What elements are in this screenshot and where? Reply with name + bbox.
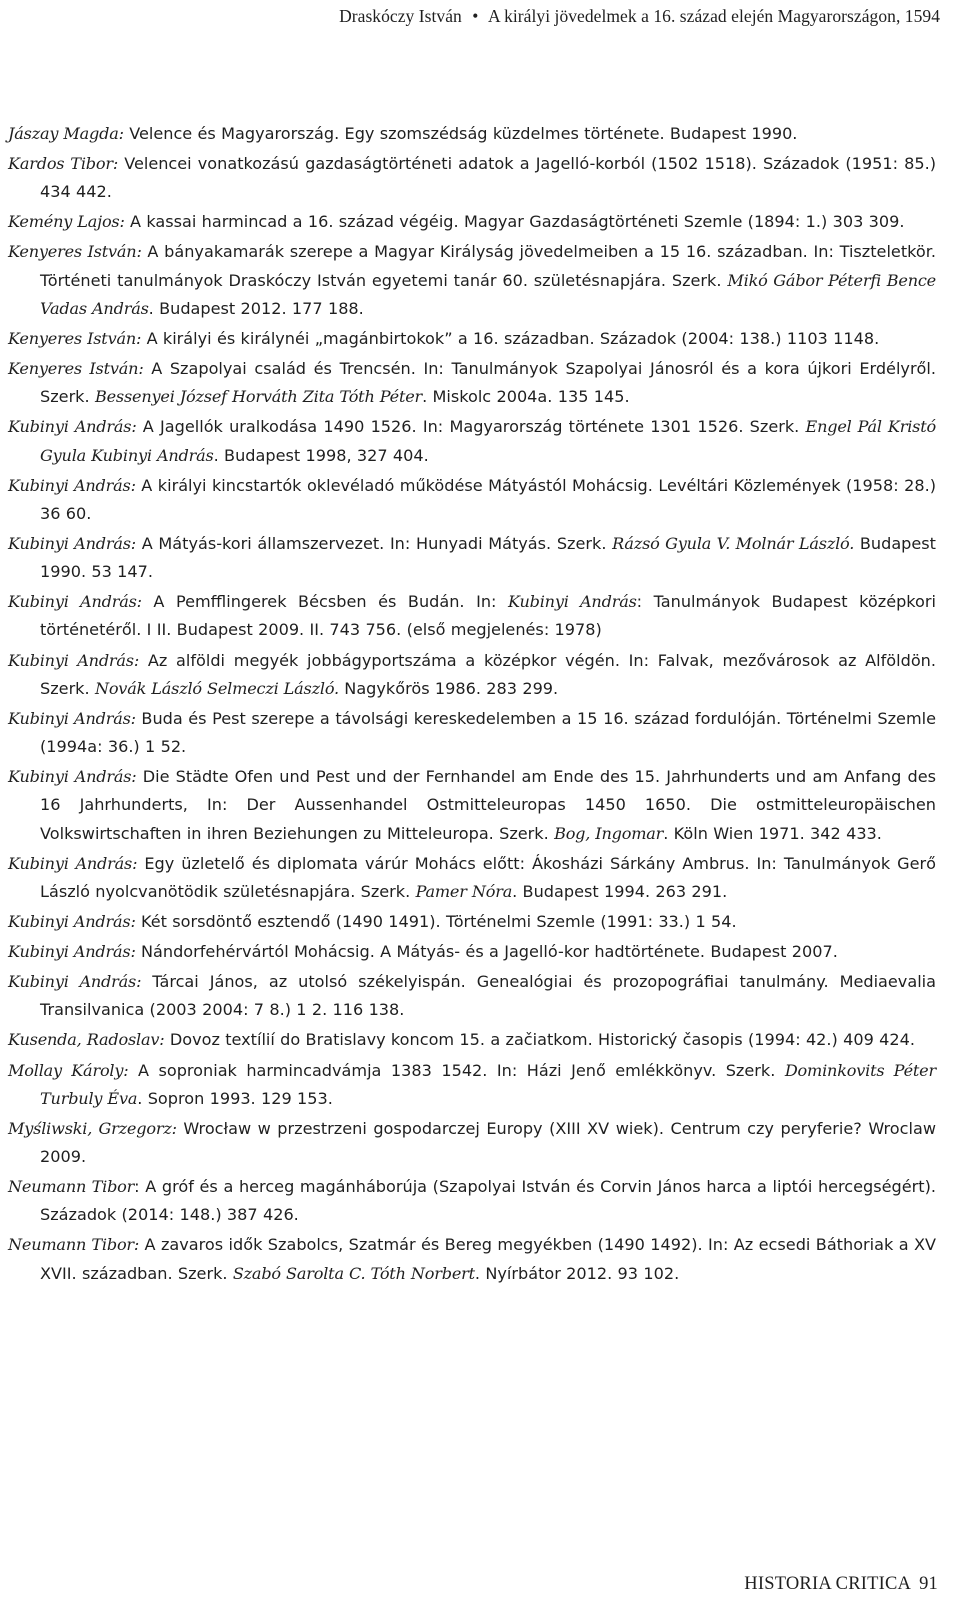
entry-editors: Novák László Selmeczi László. <box>94 678 339 698</box>
header-bullet: • <box>472 6 479 26</box>
bibliography-entry <box>8 150 936 206</box>
bibliography-entry <box>8 1173 936 1229</box>
entry-author: Kusenda, Radoslav: <box>8 1030 165 1050</box>
entry-text-tail: . Budapest 1998, 327 404. <box>213 445 429 465</box>
bibliography-entry <box>8 1026 936 1054</box>
bibliography-entry <box>8 1115 936 1171</box>
entry-text: Nándorfehérvártól Mohácsig. A Mátyás- és a Jagelló-kor hadtörténete. Budapest 2007. <box>135 942 838 962</box>
entry-author: Kardos Tibor: <box>8 154 119 174</box>
bibliography-entry <box>8 472 936 528</box>
entry-author: Kemény Lajos: <box>8 212 125 232</box>
entry-text: Az alföldi megyék jobbágyportszáma a középkor végén. In: Falvak, mezővárosok az Alföldön. Szerk. <box>40 650 936 698</box>
entry-author: Kubinyi András: <box>8 972 142 992</box>
bibliography-entry <box>8 413 936 469</box>
entry-text-tail: . Budapest 2012. 177 188. <box>148 298 364 318</box>
entry-author: Kenyeres István: <box>8 359 144 379</box>
entry-text-tail: . Budapest 1994. 263 291. <box>512 881 728 901</box>
entry-text: Dovoz textílií do Bratislavy koncom 15. a začiatkom. Historický časopis (1994: 42.) 409 424. <box>164 1030 915 1050</box>
bibliography-entry <box>8 325 936 353</box>
entry-author: Jászay Magda: <box>8 124 124 143</box>
entry-author: Kenyeres István: <box>8 328 142 348</box>
entry-text: A Szapolyai család és Trencsén. In: Tanulmányok Szapolyai Jánosról és a kora újkori Erdélyről. Szerk. <box>40 359 936 407</box>
entry-author: Kubinyi András: <box>8 533 137 553</box>
entry-text: : A gróf és a herceg magánháborúja (Szapolyai István és Corvin János harca a liptói hercegségért). Századok (2014: 148.) 387 426. <box>40 1177 936 1225</box>
entry-text: Die Städte Ofen und Pest und der Fernhandel am Ende des 15. Jahrhunderts und am Anfang des 16 Jahrhunderts, In: Der Aussenhandel Ostmitteleuropas 1450 1650. Die ostmitteleuropäischen Volkswirtschaften in ihren Beziehungen zu Mitteleuropa. Szerk. <box>40 767 936 843</box>
entry-text: Velencei vonatkozású gazdaságtörténeti adatok a Jagelló-korból (1502 1518). Századok (1951: 85.) 434 442. <box>40 154 936 202</box>
entry-text: A soproniak harmincadvámja 1383 1542. In: Házi Jenő emlékkönyv. Szerk. <box>128 1060 785 1080</box>
bibliography-entry <box>8 908 936 936</box>
bibliography-entry <box>8 120 936 148</box>
entry-author: Mollay Károly: <box>8 1060 129 1080</box>
entry-text-tail: . Köln Wien 1971. 342 433. <box>663 823 882 843</box>
entry-text: A kassai harmincad a 16. század végéig. Magyar Gazdaságtörténeti Szemle (1894: 1.) 303 309. <box>124 212 905 232</box>
entry-text: A királyi és királynéi „magánbirtokok” a 16. században. Századok (2004: 138.) 1103 1148. <box>141 328 880 348</box>
bibliography-entry <box>8 355 936 411</box>
bibliography-entry <box>8 938 936 966</box>
entry-text: A bányakamarák szerepe a Magyar Királyság jövedelmeiben a 15 16. században. In: Tiszteletkör. Történeti tanulmányok Draskóczy István egyetemi tanár 60. születésnapjára. Szerk. <box>40 242 936 290</box>
entry-text: Wrocław w przestrzeni gospodarczej Europy (XIII XV wiek). Centrum czy peryferie? Wroclaw 2009. <box>40 1118 936 1167</box>
entry-text: Velence és Magyarország. Egy szomszédság küzdelmes története. Budapest 1990. <box>123 124 798 143</box>
journal-name: HISTORIA CRITICA <box>744 1574 912 1594</box>
entry-text: A Mátyás-kori államszervezet. In: Hunyadi Mátyás. Szerk. <box>136 533 613 553</box>
entry-author: Kubinyi András: <box>8 767 137 787</box>
bibliography-entry <box>8 238 936 323</box>
entry-author: Kubinyi András: <box>8 650 140 670</box>
entry-author: Kubinyi András: <box>8 911 136 931</box>
entry-editors: Bessenyei József Horváth Zita Tóth Péter <box>94 387 423 407</box>
bibliography-entry <box>8 705 936 761</box>
entry-author: Neumann Tibor: <box>8 1235 140 1255</box>
bibliography-entry <box>8 1231 936 1287</box>
entry-author: Kenyeres István: <box>8 242 142 262</box>
entry-text: A királyi kincstartók oklevéladó működése Mátyástól Mohácsig. Levéltári Közlemények (1958: 28.) 36 60. <box>40 475 936 523</box>
entry-text: Egy üzletelő és diplomata várúr Mohács előtt: Ákosházi Sárkány Ambrus. In: Tanulmányok Gerő László nyolcvanötödik születésnapjára. Szerk. <box>40 853 936 901</box>
entry-author: Kubinyi András: <box>8 942 136 962</box>
bibliography-entry <box>8 588 936 644</box>
header-title: A királyi jövedelmek a 16. század elején Magyarországon, 1594 <box>487 6 940 26</box>
entry-author: Kubinyi András: <box>8 708 136 728</box>
entry-text: A Pemfflingerek Bécsben és Budán. In: <box>141 592 508 612</box>
entry-text: A Jagellók uralkodása 1490 1526. In: Magyarország története 1301 1526. Szerk. <box>136 417 806 437</box>
bibliography-entry <box>8 647 936 703</box>
bibliography-entry <box>8 208 936 236</box>
entry-text-tail: . Nyírbátor 2012. 93 102. <box>474 1263 680 1283</box>
bibliography-list <box>8 120 936 1290</box>
entry-author: Neumann Tibor <box>8 1177 135 1197</box>
page-number: 91 <box>919 1574 938 1594</box>
bibliography-entry <box>8 968 936 1024</box>
entry-author: Kubinyi András: <box>8 475 136 495</box>
entry-text: Tárcai János, az utolsó székelyispán. Genealógiai és prozopográfiai tanulmány. Mediaevalia Transilvanica (2003 2004: 7 8.) 1 2. 116 138. <box>40 972 936 1020</box>
entry-text-tail: Budapest 1990. 53 147. <box>40 533 936 582</box>
entry-editors: Engel Pál Kristó Gyula Kubinyi András <box>40 417 936 465</box>
entry-editors: Mikó Gábor Péterfi Bence Vadas András <box>40 270 936 318</box>
entry-editors: Kubinyi András <box>507 592 637 612</box>
entry-author: Kubinyi András: <box>8 853 138 873</box>
entry-editors: Rázsó Gyula V. Molnár László. <box>612 533 855 553</box>
bibliography-entry <box>8 763 936 848</box>
entry-text: Két sorsdöntő esztendő (1490 1491). Történelmi Szemle (1991: 33.) 1 54. <box>135 911 737 931</box>
header-author: Draskóczy István <box>339 6 462 26</box>
entry-text: A zavaros idők Szabolcs, Szatmár és Bereg megyékben (1490 1492). In: Az ecsedi Báthoriak a XV XVII. században. Szerk. <box>40 1235 936 1283</box>
entry-editors: Bog, Ingomar <box>554 823 664 843</box>
bibliography-entry <box>8 850 936 906</box>
entry-editors: Dominkovits Péter Turbuly Éva <box>40 1060 936 1108</box>
entry-author: Kubinyi András: <box>8 592 142 612</box>
entry-author: Myśliwski, Grzegorz: <box>8 1118 177 1138</box>
entry-editors: Pamer Nóra <box>415 881 513 901</box>
entry-text: Buda és Pest szerepe a távolsági kereskedelemben a 15 16. század fordulóján. Történelmi Szemle (1994a: 36.) 1 52. <box>40 708 936 757</box>
bibliography-entry <box>8 530 936 586</box>
entry-text-tail: Nagykőrös 1986. 283 299. <box>338 678 559 698</box>
entry-text-tail: : Tanulmányok Budapest középkori történetéről. I II. Budapest 2009. II. 743 756. (első megjelenés: 1978) <box>40 592 936 640</box>
running-header <box>339 6 940 27</box>
entry-text-tail: . Sopron 1993. 129 153. <box>137 1088 333 1108</box>
entry-editors: Szabó Sarolta C. Tóth Norbert <box>232 1263 475 1283</box>
entry-text-tail: . Miskolc 2004a. 135 145. <box>422 387 630 407</box>
entry-author: Kubinyi András: <box>8 417 137 437</box>
page-footer <box>744 1574 938 1595</box>
bibliography-entry <box>8 1057 936 1113</box>
